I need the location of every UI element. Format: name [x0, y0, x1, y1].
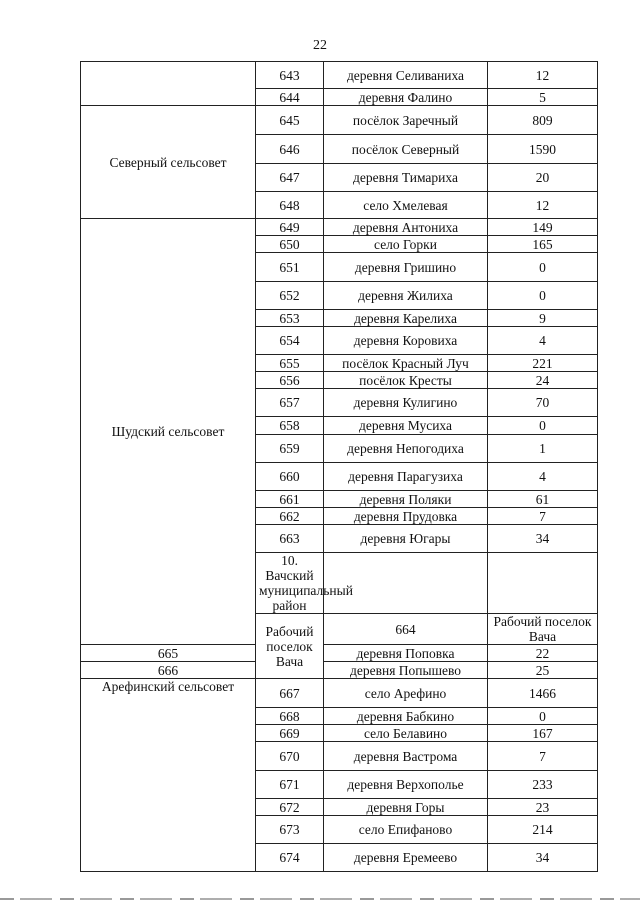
population-cell: 9: [488, 310, 598, 327]
settlement-name-cell: деревня Непогодиха: [324, 435, 488, 463]
settlement-number-cell: 657: [256, 389, 324, 417]
settlement-name-cell: село Арефино: [324, 679, 488, 708]
settlement-number-cell: 663: [256, 525, 324, 553]
settlements-table: [80, 61, 598, 872]
settlement-name-cell: деревня Югары: [324, 525, 488, 553]
settlement-number-cell: 646: [256, 135, 324, 164]
population-cell: 12: [488, 192, 598, 219]
settlement-number-cell: 645: [256, 106, 324, 135]
page-number: 22: [313, 38, 327, 53]
district-cell: Арефинский сельсовет: [81, 679, 256, 872]
settlement-name-cell: деревня Поповка: [324, 645, 488, 662]
settlement-number-cell: 652: [256, 282, 324, 310]
population-cell: 0: [488, 253, 598, 282]
population-cell: 7: [488, 508, 598, 525]
settlement-number-cell: 643: [256, 62, 324, 89]
settlement-number-cell: 662: [256, 508, 324, 525]
settlement-number-cell: 647: [256, 164, 324, 192]
settlement-number-cell: 649: [256, 219, 324, 236]
population-cell: 149: [488, 219, 598, 236]
settlement-number-cell: 655: [256, 355, 324, 372]
settlement-name-cell: деревня Жилиха: [324, 282, 488, 310]
settlement-number-cell: 665: [81, 645, 256, 662]
population-cell: 25: [488, 662, 598, 679]
settlement-name-cell: деревня Кулигино: [324, 389, 488, 417]
settlement-number-cell: 672: [256, 799, 324, 816]
district-cell: 10. Вачский муниципальный район: [256, 553, 324, 614]
settlement-name-cell: село Епифаново: [324, 816, 488, 844]
population-cell: 165: [488, 236, 598, 253]
settlement-number-cell: 659: [256, 435, 324, 463]
settlement-name-cell: село Хмелевая: [324, 192, 488, 219]
settlement-name-cell: [488, 553, 598, 614]
district-cell: Шудский сельсовет: [81, 219, 256, 645]
settlement-name-cell: Рабочий поселок Вача: [488, 614, 598, 645]
table-row: [81, 219, 598, 236]
settlement-number-cell: 658: [256, 417, 324, 435]
settlement-name-cell: посёлок Заречный: [324, 106, 488, 135]
settlement-name-cell: деревня Антониха: [324, 219, 488, 236]
settlement-name-cell: посёлок Кресты: [324, 372, 488, 389]
settlement-name-cell: деревня Тимариха: [324, 164, 488, 192]
settlement-number-cell: 650: [256, 236, 324, 253]
settlement-name-cell: деревня Коровиха: [324, 327, 488, 355]
settlement-name-cell: деревня Фалино: [324, 89, 488, 106]
population-cell: 233: [488, 771, 598, 799]
population-cell: 221: [488, 355, 598, 372]
settlement-name-cell: село Белавино: [324, 725, 488, 742]
population-cell: 22: [488, 645, 598, 662]
settlement-name-cell: деревня Горы: [324, 799, 488, 816]
settlement-name-cell: деревня Парагузиха: [324, 463, 488, 491]
population-cell: 809: [488, 106, 598, 135]
settlement-name-cell: посёлок Красный Луч: [324, 355, 488, 372]
settlement-number-cell: 667: [256, 679, 324, 708]
population-cell: 0: [488, 708, 598, 725]
settlement-name-cell: деревня Попышево: [324, 662, 488, 679]
settlement-number-cell: 648: [256, 192, 324, 219]
population-cell: 12: [488, 62, 598, 89]
population-cell: 23: [488, 799, 598, 816]
settlement-name-cell: деревня Еремеево: [324, 844, 488, 872]
settlements-table-body: [81, 62, 598, 872]
settlement-name-cell: деревня Гришино: [324, 253, 488, 282]
population-cell: 24: [488, 372, 598, 389]
settlement-number-cell: 666: [81, 662, 256, 679]
settlement-number-cell: 653: [256, 310, 324, 327]
settlement-name-cell: деревня Поляки: [324, 491, 488, 508]
population-cell: 1590: [488, 135, 598, 164]
settlement-name-cell: село Горки: [324, 236, 488, 253]
population-cell: 4: [488, 327, 598, 355]
settlement-number-cell: 654: [256, 327, 324, 355]
scan-artifact-line: [0, 898, 640, 900]
population-cell: 34: [488, 844, 598, 872]
settlement-name-cell: деревня Вастрома: [324, 742, 488, 771]
settlement-name-cell: деревня Селиваниха: [324, 62, 488, 89]
population-cell: 1466: [488, 679, 598, 708]
settlement-number-cell: 668: [256, 708, 324, 725]
settlement-number-cell: 660: [256, 463, 324, 491]
district-cell: Рабочий поселок Вача: [256, 614, 324, 679]
population-cell: 70: [488, 389, 598, 417]
settlement-name-cell: деревня Бабкино: [324, 708, 488, 725]
settlement-number-cell: 664: [324, 614, 488, 645]
settlement-name-cell: деревня Карелиха: [324, 310, 488, 327]
population-cell: 5: [488, 89, 598, 106]
settlement-number-cell: 651: [256, 253, 324, 282]
population-cell: 7: [488, 742, 598, 771]
table-row: [81, 645, 598, 662]
settlement-number-cell: 644: [256, 89, 324, 106]
district-cell: [81, 62, 256, 106]
table-row: [81, 62, 598, 89]
district-cell: Северный сельсовет: [81, 106, 256, 219]
population-cell: 61: [488, 491, 598, 508]
population-cell: 20: [488, 164, 598, 192]
population-cell: 34: [488, 525, 598, 553]
population-cell: 214: [488, 816, 598, 844]
population-cell: 167: [488, 725, 598, 742]
population-cell: 0: [488, 282, 598, 310]
table-row: [81, 106, 598, 135]
settlement-number-cell: 669: [256, 725, 324, 742]
settlement-name-cell: деревня Верхополье: [324, 771, 488, 799]
settlement-name-cell: деревня Прудовка: [324, 508, 488, 525]
settlement-number-cell: 670: [256, 742, 324, 771]
settlement-number-cell: 671: [256, 771, 324, 799]
table-row: [81, 662, 598, 679]
settlement-name-cell: посёлок Северный: [324, 135, 488, 164]
settlement-number-cell: 656: [256, 372, 324, 389]
population-cell: 0: [488, 417, 598, 435]
settlement-name-cell: деревня Мусиха: [324, 417, 488, 435]
population-cell: 4: [488, 463, 598, 491]
settlement-number-cell: 673: [256, 816, 324, 844]
population-cell: 1: [488, 435, 598, 463]
table-row: [81, 679, 598, 708]
settlement-number-cell: 661: [256, 491, 324, 508]
settlement-number-cell: 674: [256, 844, 324, 872]
